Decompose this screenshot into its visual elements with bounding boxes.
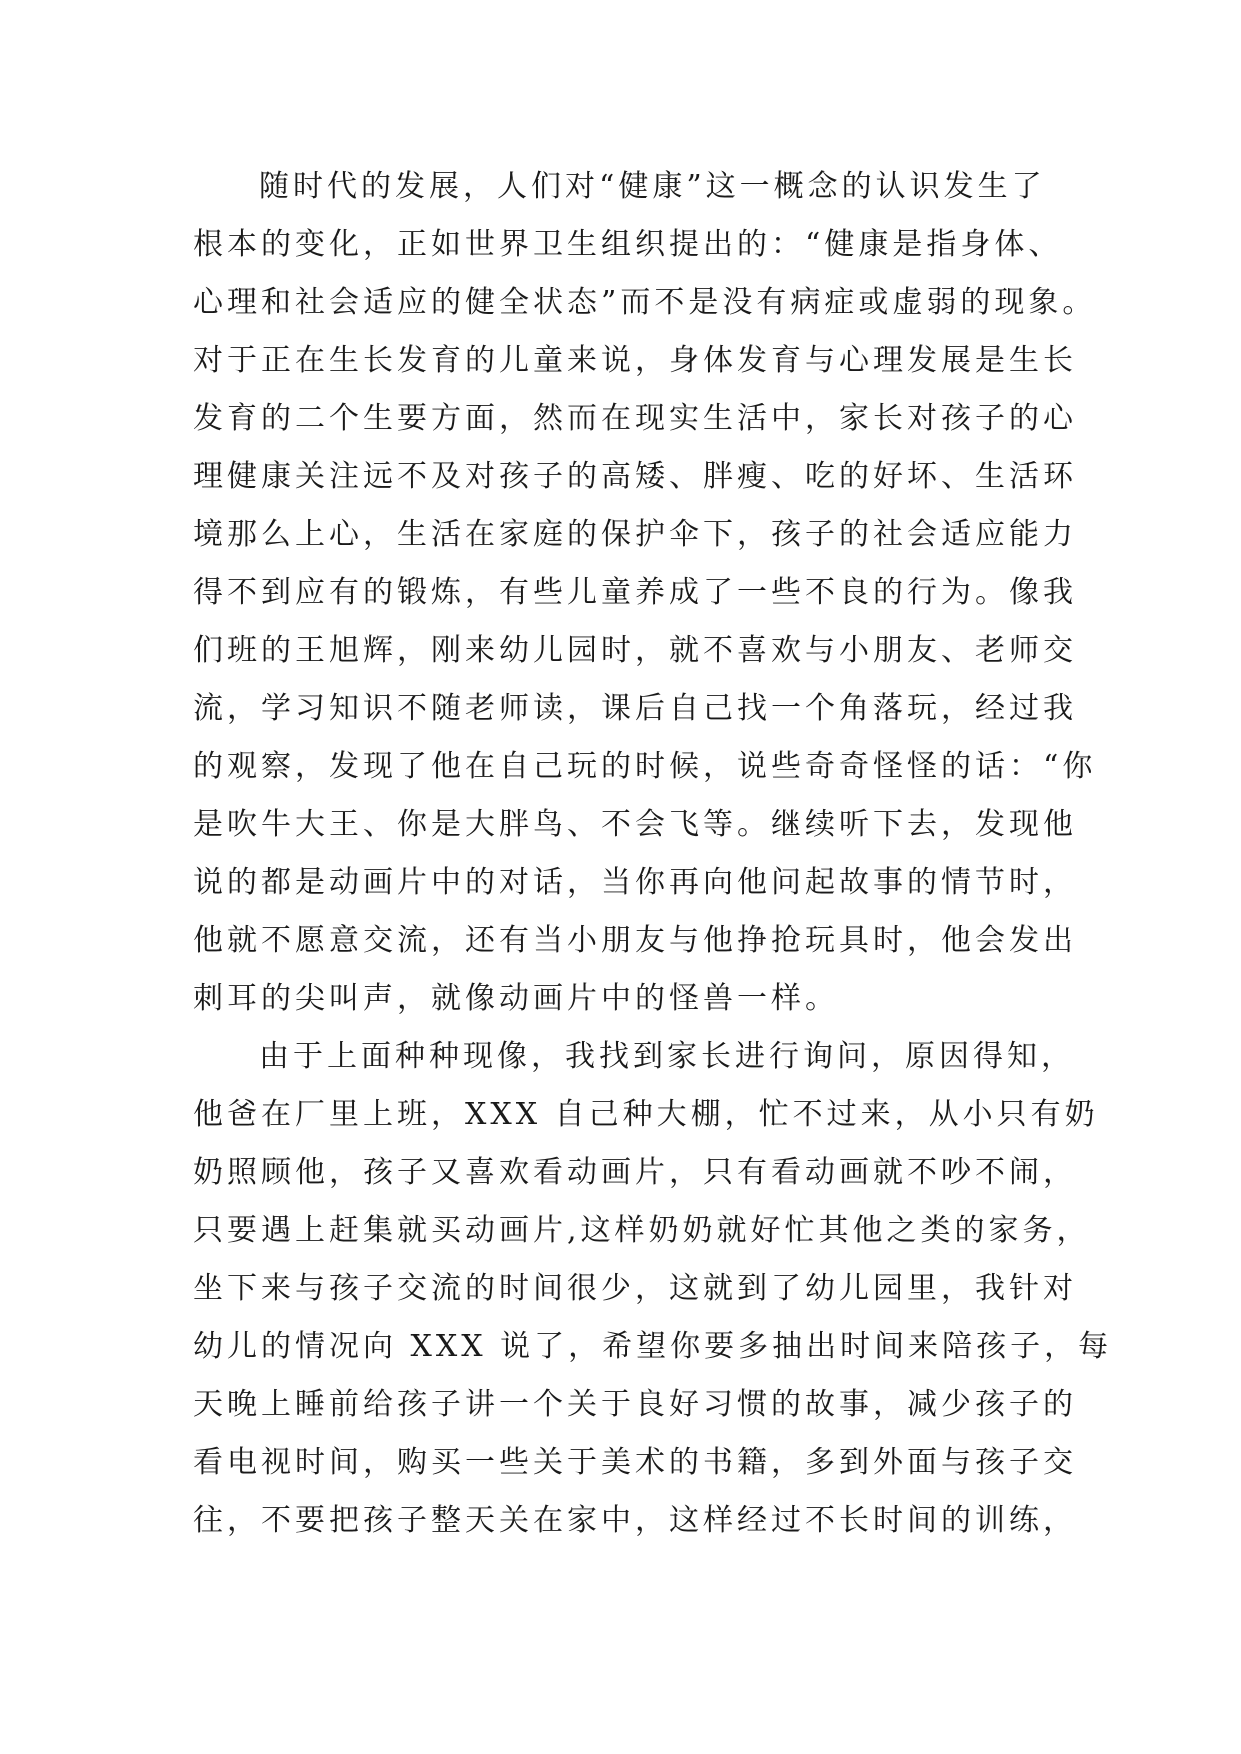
paragraph-line: 只要遇上赶集就买动画片,这样奶奶就好忙其他之类的家务， [193, 1213, 1091, 1248]
paragraph-line: 们班的王旭辉，刚来幼儿园时，就不喜欢与小朋友、老师交 [193, 633, 1077, 668]
paragraph-2 [193, 1028, 1113, 1550]
paragraph-line: 发育的二个生要方面，然而在现实生活中，家长对孩子的心 [193, 401, 1077, 436]
paragraph-line: 他爸在厂里上班，XXX 自己种大棚，忙不过来，从小只有奶 [193, 1097, 1099, 1132]
paragraph-line: 流，学习知识不随老师读，课后自己找一个角落玩，经过我 [193, 691, 1077, 726]
paragraph-line: 对于正在生长发育的儿童来说，身体发育与心理发展是生长 [193, 343, 1077, 378]
paragraph-line: 是吹牛大王、你是大胖鸟、不会飞等。继续听下去，发现他 [193, 807, 1077, 842]
paragraph-line: 由于上面种种现像，我找到家长进行询问，原因得知， [259, 1039, 1075, 1074]
paragraph-line: 坐下来与孩子交流的时间很少，这就到了幼儿园里，我针对 [193, 1271, 1077, 1306]
paragraph-line: 奶照顾他，孩子又喜欢看动画片，只有看动画就不吵不闹， [193, 1155, 1077, 1190]
paragraph-line: 理健康关注远不及对孩子的高矮、胖瘦、吃的好坏、生活环 [193, 459, 1077, 494]
paragraph-line: 他就不愿意交流，还有当小朋友与他挣抢玩具时，他会发出 [193, 923, 1077, 958]
paragraph-line: 随时代的发展，人们对“健康”这一概念的认识发生了 [259, 169, 1046, 204]
paragraph-line: 往，不要把孩子整天关在家中，这样经过不长时间的训练， [193, 1503, 1077, 1538]
paragraph-line: 看电视时间，购买一些关于美术的书籍，多到外面与孩子交 [193, 1445, 1077, 1480]
paragraph-line: 刺耳的尖叫声，就像动画片中的怪兽一样。 [193, 981, 839, 1016]
paragraph-line: 说的都是动画片中的对话，当你再向他问起故事的情节时， [193, 865, 1077, 900]
paragraph-line: 得不到应有的锻炼，有些儿童养成了一些不良的行为。像我 [193, 575, 1077, 610]
paragraph-line: 天晚上睡前给孩子讲一个关于良好习惯的故事，减少孩子的 [193, 1387, 1077, 1422]
paragraph-line: 的观察，发现了他在自己玩的时候，说些奇奇怪怪的话：“你 [193, 749, 1097, 784]
paragraph-line: 心理和社会适应的健全状态”而不是没有病症或虚弱的现象。 [193, 285, 1097, 320]
document-body [193, 158, 1113, 1550]
paragraph-1 [193, 158, 1097, 1028]
paragraph-line: 境那么上心，生活在家庭的保护伞下，孩子的社会适应能力 [193, 517, 1077, 552]
paragraph-line: 幼儿的情况向 XXX 说了，希望你要多抽出时间来陪孩子，每 [193, 1329, 1113, 1364]
paragraph-line: 根本的变化，正如世界卫生组织提出的：“健康是指身体、 [193, 227, 1063, 262]
